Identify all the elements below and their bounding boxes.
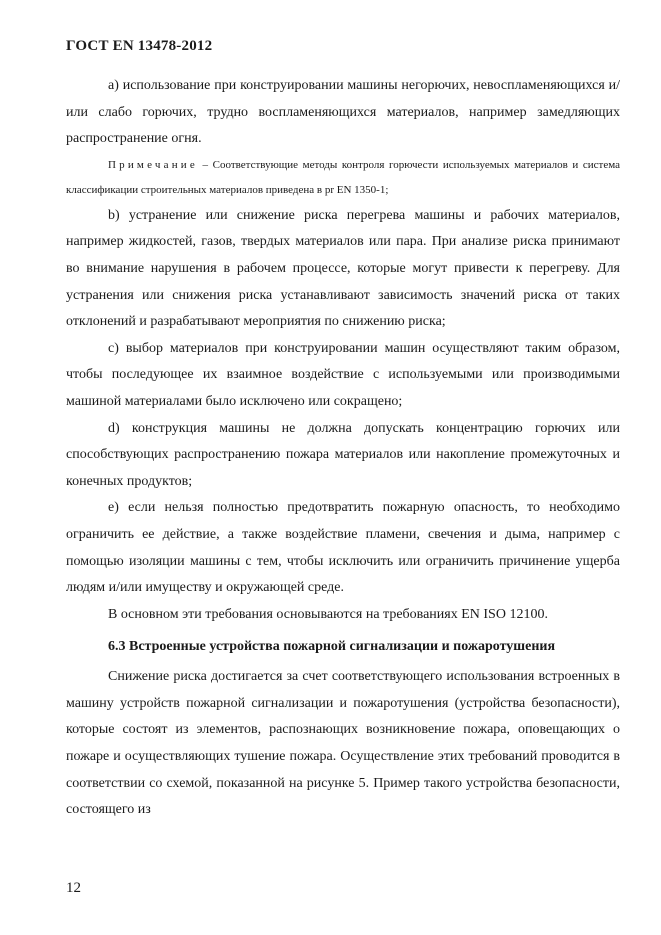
note-label: Примечание xyxy=(108,158,198,171)
document-body xyxy=(66,73,620,824)
section-paragraph: Снижение риска достигается за счет соответствующего использования встроенных в машину устройств пожарной сигнализации и пожаротушения (устройства безопасности), которые состоят из элементов, распознающих возникновение пожара, оповещающих о пожаре и осуществляющих тушение пожара. Осуществление этих требований проводится в соответствии со схемой, показанной на рисунке 5. Пример такого устройства безопасности, состоящего из xyxy=(66,669,620,818)
paragraph-e: e) если нельзя полностью предотвратить пожарную опасность, то необходимо ограничить ее действие, а также воздействие пламени, свечения и дыма, например с помощью изоляции машины с тем, чтобы исключить или ограничить причинение ущерба людям и/или имуществу и окружающей среде. xyxy=(66,500,620,596)
note-text: – Соответствующие методы контроля горючести используемых материалов и система классификации строительных материалов приведена в pr EN 1350-1; xyxy=(66,158,620,196)
document-header: ГОСТ EN 13478-2012 xyxy=(66,38,213,54)
paragraph-c: c) выбор материалов при конструировании машин осуществляют таким образом, чтобы последующее их взаимное воздействие с используемыми или производимыми машиной материалами было исключено или сокращено; xyxy=(66,340,620,409)
paragraph-basis: В основном эти требования основываются на требованиях EN ISO 12100. xyxy=(108,606,548,622)
paragraph-d: d) конструкция машины не должна допускать концентрацию горючих или способствующих распространению пожара материалов или накопление промежуточных и конечных продуктов; xyxy=(66,420,620,489)
paragraph-a: a) использование при конструировании машины негорючих, невоспламеняющихся и/или слабо горючих, трудно воспламеняющихся материалов, например замедляющих распространение огня. xyxy=(66,78,620,147)
paragraph-b: b) устранение или снижение риска перегрева машины и рабочих материалов, например жидкостей, газов, твердых материалов или пара. При анализе риска принимают во внимание нарушения в рабочем процессе, которые могут привести к перегреву. Для устранения или снижения риска устанавливают зависимость значений риска от таких отклонений и разрабатывают мероприятия по снижению риска; xyxy=(66,207,620,330)
page-number: 12 xyxy=(66,880,81,896)
section-heading: 6.3 Встроенные устройства пожарной сигнализации и пожаротушения xyxy=(108,639,556,655)
note-paragraph xyxy=(66,153,620,203)
